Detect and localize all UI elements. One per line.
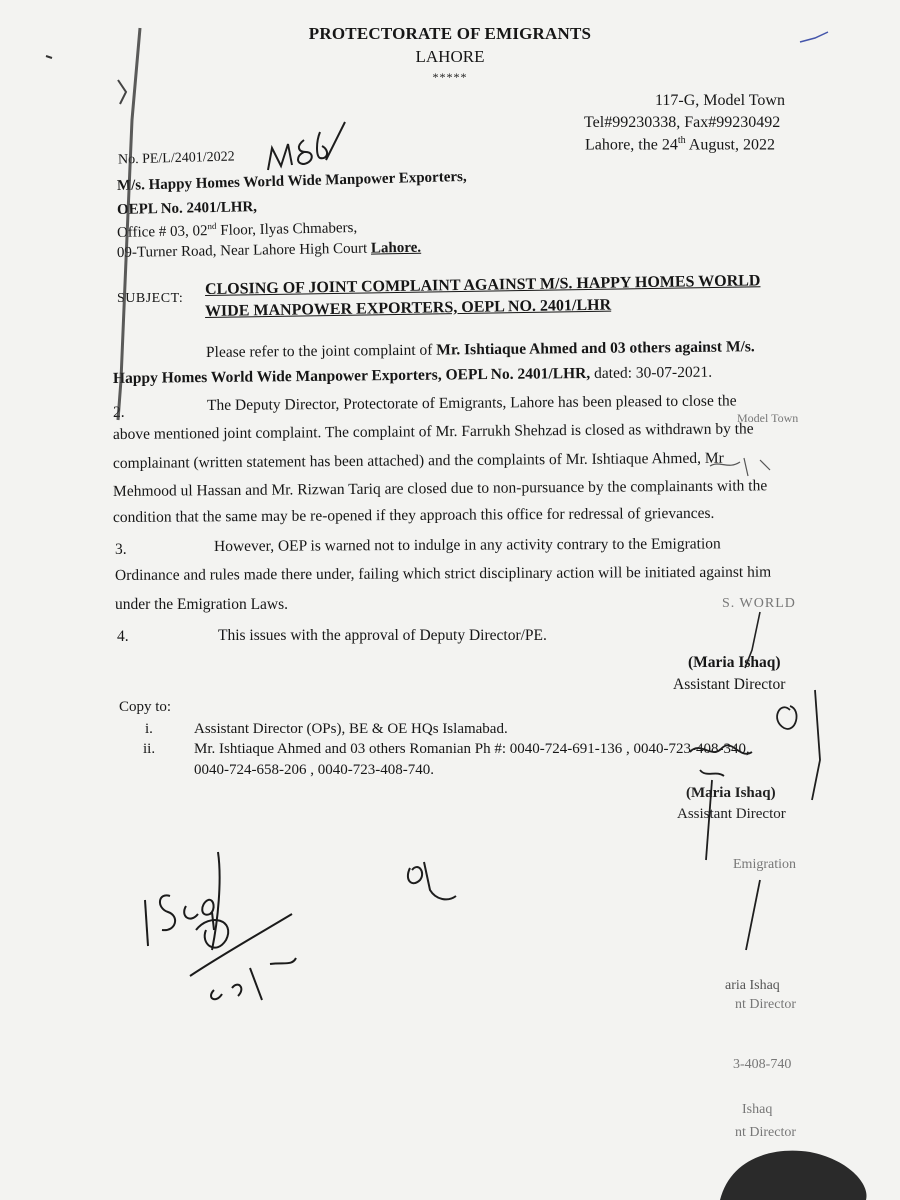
office-address-line2: Tel#99230338, Fax#99230492 (584, 114, 781, 131)
signatory-title: Assistant Director (673, 676, 786, 693)
para2-line2: above mentioned joint complaint. The complaint of Mr. Farrukh Shehzad is closed as withdrawn by the (112, 420, 754, 443)
handwritten-reference-note (268, 122, 345, 170)
office-prefix: Office # 03, 02 (116, 223, 208, 241)
office-sup: nd (207, 220, 217, 232)
copy-item-1-number: i. (145, 721, 153, 737)
margin-mark (46, 56, 52, 58)
binding-edge-mark (118, 28, 140, 420)
pen-mark (710, 458, 770, 476)
para4-line1: This issues with the approval of Deputy Director/PE. (218, 627, 547, 644)
para2-line3: complainant (written statement has been attached) and the complaints of Mr. Ishtiaque Ahmed, Mr (112, 449, 724, 472)
bleed-fragment: Model Town (737, 411, 799, 425)
para4-number: 4. (117, 628, 129, 645)
assistant-director-signature (690, 690, 820, 950)
para3-line2: Ordinance and rules made there under, failing which strict disciplinary action will be initiated against him (114, 563, 772, 584)
reference-number: No. PE/L/2401/2022 (117, 149, 235, 168)
org-stars: ***** (432, 70, 468, 84)
para1-text-b: Mr. Ishtiaque Ahmed and 03 others against M/s. (436, 338, 755, 359)
copy-item-2-text-cont: 0040-724-658-206 , 0040-723-408-740. (194, 762, 434, 778)
bleed-fragment: nt Director (735, 997, 797, 1012)
bleed-fragment: Emigration (733, 857, 796, 872)
copy-item-2-text: Mr. Ishtiaque Ahmed and 03 others Romanian Ph #: 0040-724-691-136 , 0040-723-408-340, (194, 741, 750, 757)
handwritten-initials (408, 862, 456, 899)
bleed-signatory-title: Assistant Director (677, 806, 786, 822)
para2-number: 2. (113, 404, 125, 421)
recipient-name: M/s. Happy Homes World Wide Manpower Exporters, (116, 168, 467, 194)
bleed-fragment: nt Director (735, 1125, 797, 1140)
para1-text-a: Please refer to the joint complaint of (205, 341, 437, 361)
signature-stroke (745, 612, 760, 668)
subject-line2: WIDE MANPOWER EXPORTERS, OEPL NO. 2401/LHR (204, 296, 612, 320)
office-suffix: Floor, Ilyas Chmabers, (216, 219, 358, 239)
subject-line1: CLOSING OF JOINT COMPLAINT AGAINST M/S. HAPPY HOMES WORLD (204, 272, 761, 298)
para1-text-c: Happy Homes World Wide Manpower Exporters, OEPL No. 2401/LHR, (112, 365, 591, 387)
copy-item-2-number: ii. (143, 741, 156, 757)
date-suffix: August, 2022 (685, 136, 775, 154)
para1-text-d: dated: 30-07-2021. (590, 363, 713, 383)
date-sup: th (677, 135, 686, 146)
org-city: LAHORE (415, 47, 485, 66)
recipient-city: Lahore. (370, 239, 422, 257)
tick-mark (800, 32, 828, 42)
para3-line3: under the Emigration Laws. (115, 596, 289, 613)
para2-line1: The Deputy Director, Protectorate of Emigrants, Lahore has been pleased to close the (206, 392, 737, 414)
scan-smudge (720, 1151, 867, 1200)
bleed-fragment: aria Ishaq (725, 978, 780, 993)
copy-item-1-text: Assistant Director (OPs), BE & OE HQs Islamabad. (194, 721, 508, 737)
bleed-fragment: 3-408-740 (733, 1057, 792, 1072)
para2-line5: condition that the same may be re-opened if they approach this office for redressal of grievances. (112, 504, 715, 526)
road-text: 09-Turner Road, Near Lahore High Court (116, 240, 372, 261)
office-address-line1: 117-G, Model Town (655, 92, 785, 109)
org-title: PROTECTORATE OF EMIGRANTS (308, 24, 592, 43)
date-prefix: Lahore, the 24 (585, 136, 678, 154)
para3-number: 3. (115, 541, 127, 558)
copy-to-label: Copy to: (119, 699, 172, 715)
binding-edge-mark (118, 80, 126, 104)
bleed-fragment: Ishaq (742, 1102, 773, 1117)
subject-label: SUBJECT: (117, 291, 184, 306)
bleed-signatory-name: (Maria Ishaq) (686, 785, 776, 801)
para3-line1: However, OEP is warned not to indulge in any activity contrary to the Emigration (213, 535, 721, 555)
bleed-fragment: S. WORLD (722, 596, 796, 611)
signatory-name: (Maria Ishaq) (688, 654, 781, 671)
para2-line4: Mehmood ul Hassan and Mr. Rizwan Tariq are closed due to non-pursuance by the complainants with the (112, 477, 768, 500)
handwritten-date-note (145, 852, 296, 1000)
recipient-oepl: OEPL No. 2401/LHR, (116, 199, 258, 218)
